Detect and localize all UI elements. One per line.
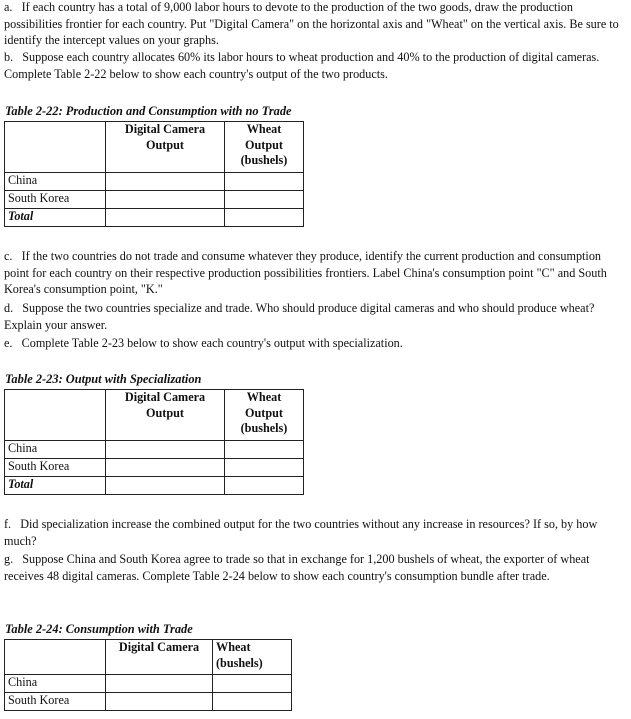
- question-e: e. Complete Table 2-23 below to show each country's output with specialization.: [4, 336, 403, 350]
- question-d: d. Suppose the two countries specialize and trade. Who should produce digital cameras and who should produce wheat? Explain your answer.: [4, 301, 595, 332]
- row-label-south-korea: South Korea: [5, 459, 106, 477]
- question-c: c. If the two countries do not trade and consume whatever they produce, identify the current production and consumption point for each country on their respective production possibilities frontiers. Label China's consumption point "C" and South Korea's consumption point, "K.": [4, 249, 607, 297]
- table-2-24-title: Table 2-24: Consumption with Trade: [5, 622, 193, 636]
- answer-cell[interactable]: [106, 191, 225, 209]
- row-label-china: China: [5, 675, 106, 693]
- answer-cell[interactable]: [106, 173, 225, 191]
- table-2-22: [4, 121, 304, 227]
- header-wheat: [225, 122, 304, 173]
- table-header-row: [5, 640, 292, 675]
- header-blank-cell: [5, 122, 106, 173]
- header-blank-cell: [5, 640, 106, 675]
- answer-cell[interactable]: [225, 477, 304, 495]
- answer-cell[interactable]: [213, 693, 292, 711]
- answer-cell[interactable]: [225, 441, 304, 459]
- answer-cell[interactable]: [225, 191, 304, 209]
- header-line: Wheat: [246, 122, 282, 136]
- table-row: [5, 675, 292, 693]
- answer-cell[interactable]: [225, 173, 304, 191]
- header-wheat: [225, 390, 304, 441]
- header-digital-camera: [106, 640, 213, 675]
- header-line: Digital Camera: [124, 122, 206, 136]
- table-2-24: [4, 639, 292, 711]
- header-digital-camera: [106, 122, 225, 173]
- table-header-row: [5, 390, 304, 441]
- answer-cell[interactable]: [225, 459, 304, 477]
- answer-cell[interactable]: [106, 459, 225, 477]
- header-line: Wheat: [246, 390, 282, 404]
- row-label-south-korea: South Korea: [5, 693, 106, 711]
- row-label-total: Total: [5, 209, 106, 227]
- question-a: a. If each country has a total of 9,000 labor hours to devote to the production of the two goods, draw the production possibilities frontier for each country. Put "Digital Camera" on the horizontal axis and "Wheat" on the vertical axis. Be sure to identify the intercept values on your graphs.: [4, 0, 619, 48]
- table-2-22-title: Table 2-22: Production and Consumption with no Trade: [5, 104, 292, 118]
- header-digital-camera: [106, 390, 225, 441]
- row-label-china: China: [5, 441, 106, 459]
- table-row: [5, 693, 292, 711]
- table-row: [5, 173, 304, 191]
- header-line: Output: [146, 137, 184, 152]
- table-2-23-title: Table 2-23: Output with Specialization: [5, 372, 202, 386]
- question-f: f. Did specialization increase the combined output for the two countries without any increase in resources? If so, by how much?: [4, 517, 598, 548]
- row-label-total: Total: [5, 477, 106, 495]
- header-line: Digital Camera: [124, 390, 206, 404]
- table-row: [5, 441, 304, 459]
- answer-cell[interactable]: [106, 675, 213, 693]
- row-label-south-korea: South Korea: [5, 191, 106, 209]
- table-2-23: [4, 389, 304, 495]
- answer-cell[interactable]: [106, 693, 213, 711]
- answer-cell[interactable]: [106, 209, 225, 227]
- header-line: Output: [245, 405, 283, 420]
- header-line: Output: [245, 137, 283, 152]
- table-row: [5, 209, 304, 227]
- answer-cell[interactable]: [106, 441, 225, 459]
- header-line: (bushels): [240, 153, 288, 167]
- answer-cell[interactable]: [106, 477, 225, 495]
- answer-cell[interactable]: [225, 209, 304, 227]
- header-line: Digital Camera: [118, 640, 200, 654]
- question-g: g. Suppose China and South Korea agree to trade so that in exchange for 1,200 bushels of wheat, the exporter of wheat receives 48 digital cameras. Complete Table 2-24 below to show each country's consumption bundle after trade.: [4, 552, 590, 583]
- header-blank-cell: [5, 390, 106, 441]
- header-line: Output: [146, 405, 184, 420]
- header-line: Wheat: [216, 640, 251, 654]
- table-header-row: [5, 122, 304, 173]
- header-wheat: [213, 640, 292, 675]
- table-row: [5, 191, 304, 209]
- table-row: [5, 459, 304, 477]
- header-line: (bushels): [240, 421, 288, 435]
- answer-cell[interactable]: [213, 675, 292, 693]
- table-row: [5, 477, 304, 495]
- question-b: b. Suppose each country allocates 60% its labor hours to wheat production and 40% to the production of digital cameras. Complete Table 2-22 below to show each country's output of the two products.: [4, 50, 600, 81]
- row-label-china: China: [5, 173, 106, 191]
- header-line: (bushels): [216, 655, 263, 670]
